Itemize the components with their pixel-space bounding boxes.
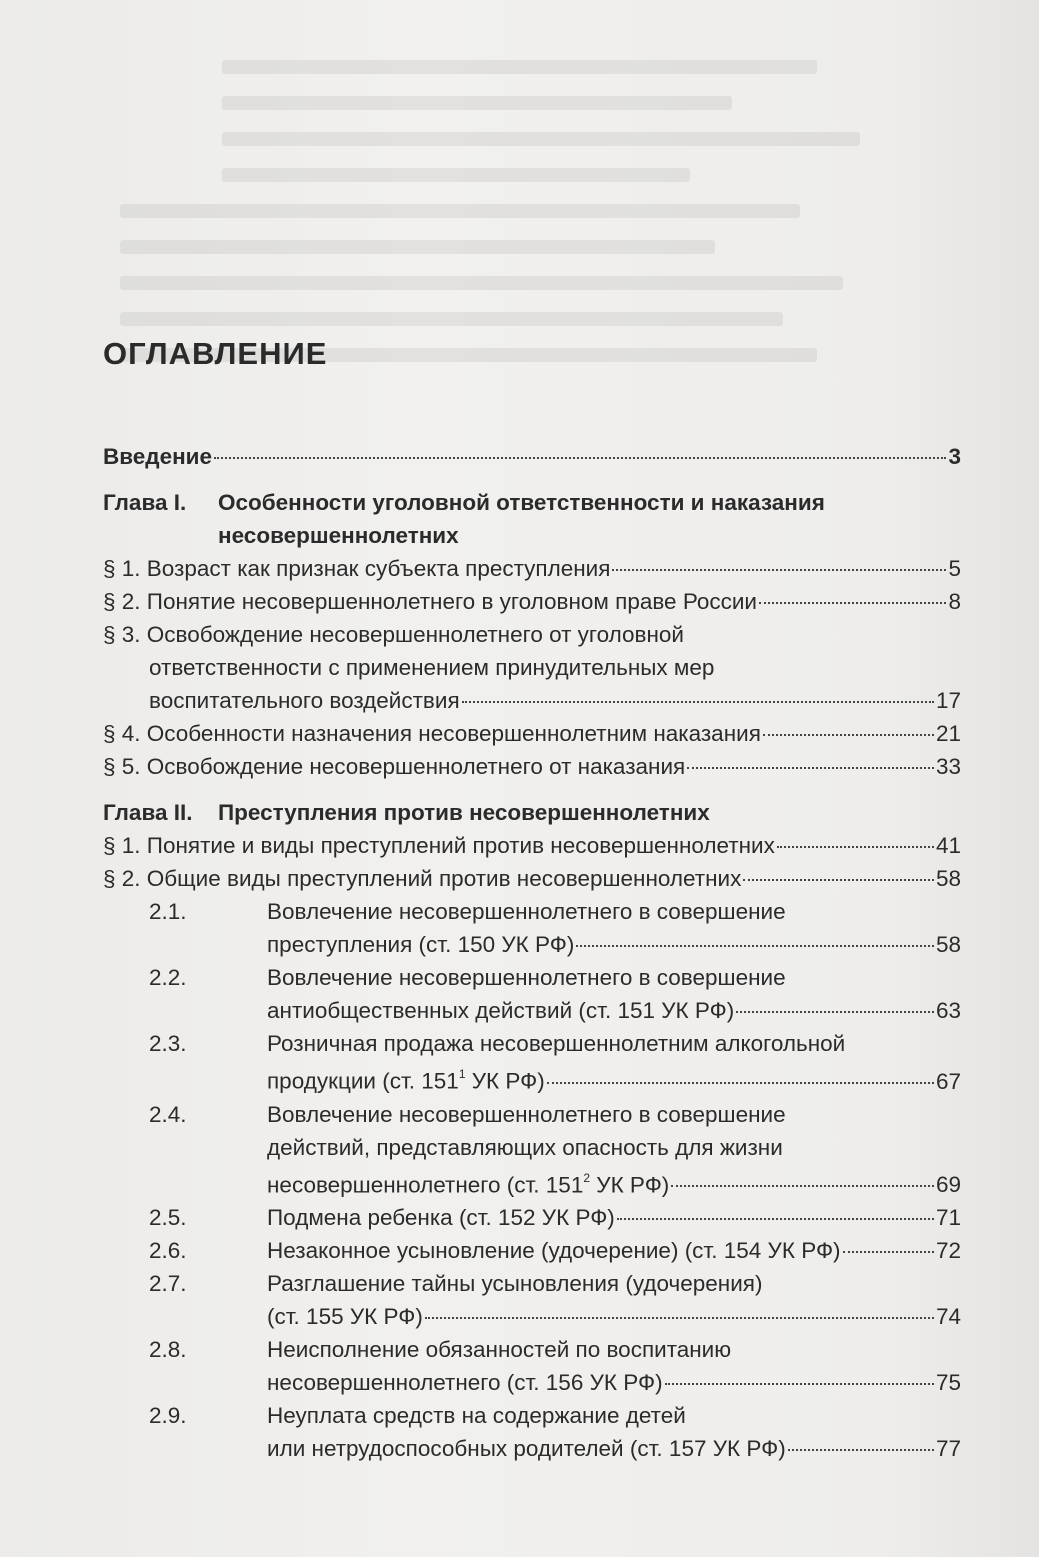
table-of-contents	[103, 440, 961, 1465]
toc-entry-1-4[interactable]: § 4. Особенности назначения несовершеннолетним наказания 21	[103, 721, 961, 746]
dot-leader	[759, 602, 947, 604]
dot-leader	[425, 1317, 934, 1319]
toc-subentry-2-2[interactable]: 2.2. Вовлечение несовершеннолетнего в совершение антиобщественных действий (ст. 151 УК РФ) 63	[149, 965, 961, 1023]
dot-leader	[547, 1082, 934, 1084]
dot-leader	[617, 1218, 934, 1220]
toc-entry-intro[interactable]: Введение 3	[103, 444, 961, 469]
toc-subentry-2-9[interactable]: 2.9. Неуплата средств на содержание детей или нетрудоспособных родителей (ст. 157 УК РФ) 77	[149, 1403, 961, 1461]
toc-entry-1-3[interactable]: § 3. Освобождение несовершеннолетнего от уголовной ответственности с применением принудительных мер воспитательного воздействия 17	[103, 622, 961, 713]
show-through-text	[120, 60, 970, 480]
toc-entry-1-2[interactable]: § 2. Понятие несовершеннолетнего в уголовном праве России 8	[103, 589, 961, 614]
dot-leader	[665, 1383, 934, 1385]
dot-leader	[687, 767, 934, 769]
toc-subentry-2-1[interactable]: 2.1. Вовлечение несовершеннолетнего в совершение преступления (ст. 150 УК РФ) 58	[149, 899, 961, 957]
toc-subentry-2-5[interactable]: 2.5. Подмена ребенка (ст. 152 УК РФ) 71	[149, 1205, 961, 1230]
toc-entry-1-1[interactable]: § 1. Возраст как признак субъекта преступления 5	[103, 556, 961, 581]
dot-leader	[462, 701, 934, 703]
chapter-2-heading[interactable]: Глава II. Преступления против несовершеннолетних	[103, 800, 710, 825]
dot-leader	[576, 945, 934, 947]
toc-subentry-2-3[interactable]: 2.3. Розничная продажа несовершеннолетним алкогольной продукции (ст. $151^1$ УК РФ) 67	[149, 1031, 961, 1094]
toc-entry-1-5[interactable]: § 5. Освобождение несовершеннолетнего от наказания 33	[103, 754, 961, 779]
toc-subentry-2-6[interactable]: 2.6. Незаконное усыновление (удочерение) (ст. 154 УК РФ) 72	[149, 1238, 961, 1263]
dot-leader	[214, 457, 946, 459]
dot-leader	[843, 1251, 934, 1253]
toc-subentry-2-4[interactable]: 2.4. Вовлечение несовершеннолетнего в совершение действий, представляющих опасность для жизни несовершеннолетнего (ст. $151^2$ УК РФ) 69	[149, 1101, 961, 1197]
dot-leader	[763, 734, 934, 736]
dot-leader	[777, 846, 934, 848]
page-title: ОГЛАВЛЕНИЕ	[103, 336, 328, 371]
toc-entry-2-2[interactable]: § 2. Общие виды преступлений против несовершеннолетних 58	[103, 866, 961, 891]
dot-leader	[612, 569, 946, 571]
toc-subentry-2-7[interactable]: 2.7. Разглашение тайны усыновления (удочерения) (ст. 155 УК РФ) 74	[149, 1271, 961, 1329]
dot-leader	[743, 879, 934, 881]
toc-entry-2-1[interactable]: § 1. Понятие и виды преступлений против несовершеннолетних 41	[103, 833, 961, 858]
chapter-1-heading[interactable]: Глава I. Особенности уголовной ответственности и наказания несовершеннолетних	[103, 490, 825, 548]
dot-leader	[736, 1011, 934, 1013]
dot-leader	[788, 1449, 934, 1451]
dot-leader	[671, 1185, 934, 1187]
toc-subentry-2-8[interactable]: 2.8. Неисполнение обязанностей по воспитанию несовершеннолетнего (ст. 156 УК РФ) 75	[149, 1337, 961, 1395]
